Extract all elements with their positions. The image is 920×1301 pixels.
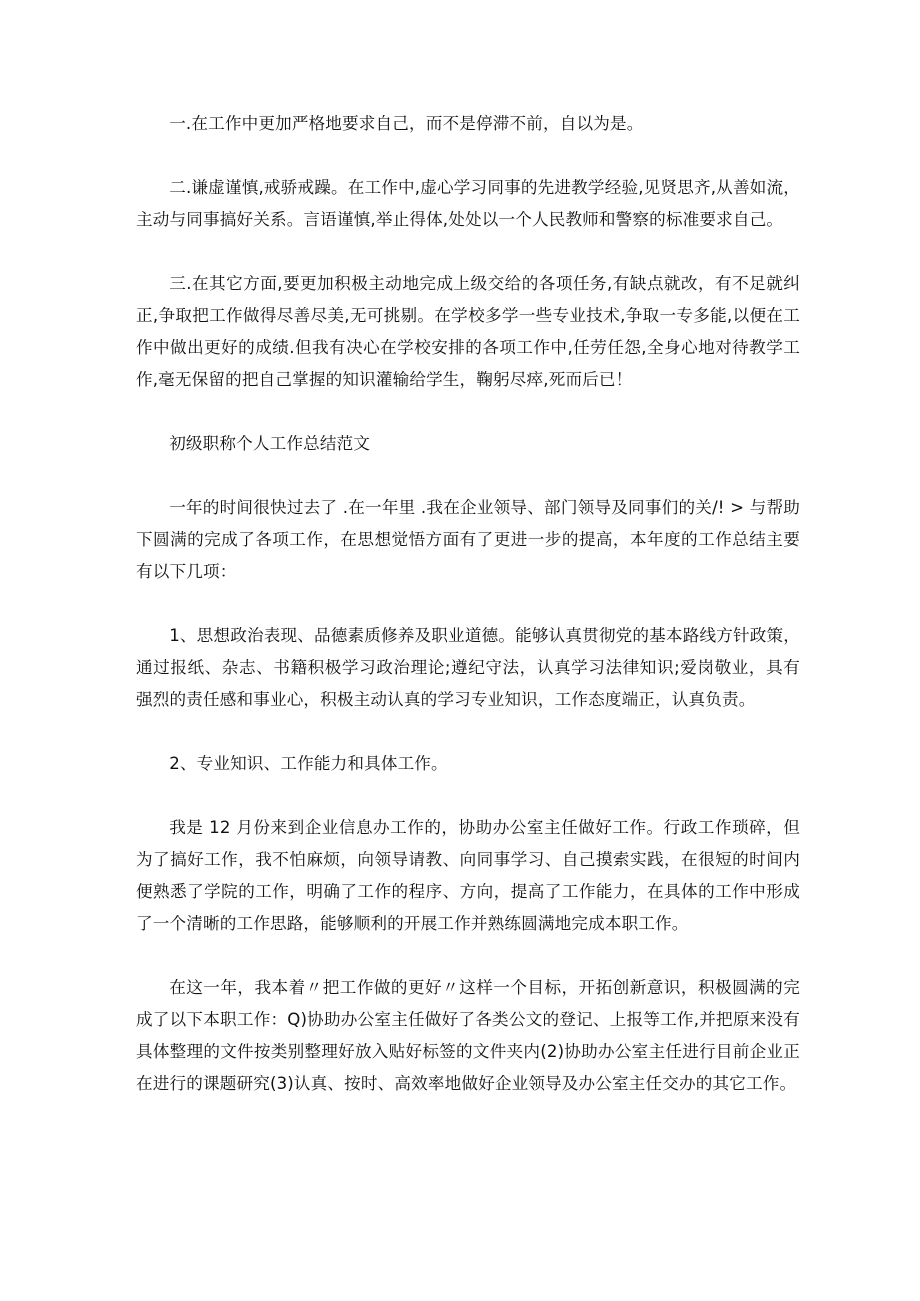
paragraph-intro: 一年的时间很快过去了 .在一年里 .我在企业领导、部门领导及同事们的关/! > 与帮助下圆满的完成了各项工作，在思想觉悟方面有了更进一步的提高，本年度的工作总结主要有以下几项： — [136, 498, 800, 581]
paragraph-work-description: 我是 12 月份来到企业信息办工作的，协助办公室主任做好工作。行政工作琐碎，但为了搞好工作，我不怕麻烦，向领导请教、向同事学习、自己摸索实践，在很短的时间内便熟悉了学院的工作，明确了工作的程序、方向，提高了工作能力，在具体的工作中形成了一个清晰的工作思路，能够顺利的开展工作并熟练圆满地完成本职工作。 — [136, 818, 800, 933]
section-heading: 初级职称个人工作总结范文 — [169, 434, 371, 453]
paragraph-item-2: 2、专业知识、工作能力和具体工作。 — [169, 754, 448, 773]
paragraph-item-1: 1、思想政治表现、品德素质修养及职业道德。能够认真贯彻党的基本路线方针政策，通过报纸、杂志、书籍积极学习政治理论;遵纪守法，认真学习法律知识;爱岗敬业，具有强烈的责任感和事业心，积极主动认真的学习专业知识，工作态度端正，认真负责。 — [136, 626, 800, 709]
paragraph-requirement-3: 三.在其它方面,要更加积极主动地完成上级交给的各项任务,有缺点就改，有不足就纠正,争取把工作做得尽善尽美,无可挑剔。在学校多学一些专业技术,争取一专多能,以便在工作中做出更好的成绩.但我有决心在学校安排的各项工作中,任劳任怨,全身心地对待教学工作,毫无保留的把自己掌握的知识灌输给学生，鞠躬尽瘁,死而后已！ — [136, 274, 800, 389]
document-body — [136, 108, 800, 1132]
paragraph-requirement-1: 一.在工作中更加严格地要求自己，而不是停滞不前，自以为是。 — [169, 114, 644, 133]
paragraph-work-completed: 在这一年，我本着〃把工作做的更好〃这样一个目标，开拓创新意识，积极圆满的完成了以下本职工作：Q)协助办公室主任做好了各类公文的登记、上报等工作,并把原来没有具体整理的文件按类别整理好放入贴好标签的文件夹内(2)协助办公室主任进行目前企业正在进行的课题研究(3)认真、按时、高效率地做好企业领导及办公室主任交办的其它工作。 — [136, 978, 800, 1093]
paragraph-requirement-2: 二.谦虚谨慎,戒骄戒躁。在工作中,虚心学习同事的先进教学经验,见贤思齐,从善如流，主动与同事搞好关系。言语谨慎,举止得体,处处以一个人民教师和警察的标准要求自己。 — [136, 178, 800, 229]
